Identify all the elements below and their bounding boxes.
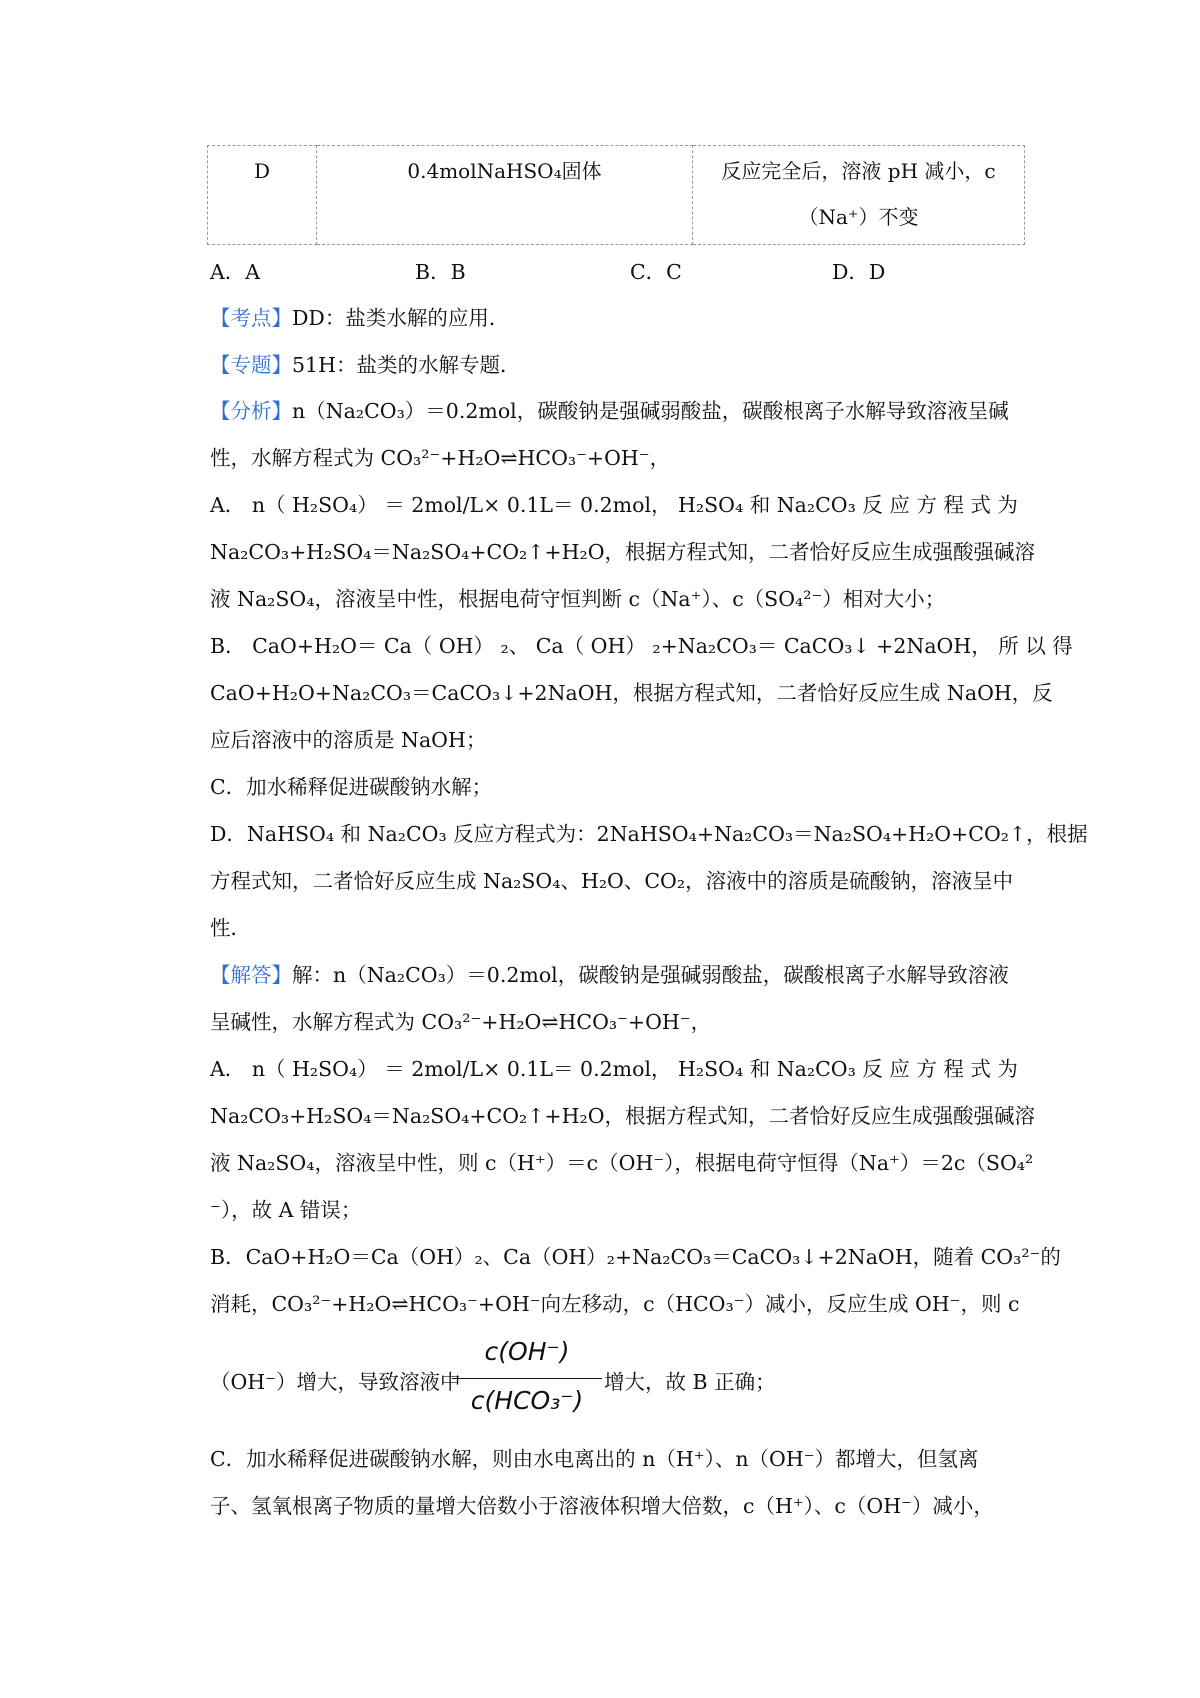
fenxi-line: 液 Na₂SO₄，溶液呈中性，根据电荷守恒判断 c（Na⁺）、c（SO₄²⁻）相对大小；: [210, 587, 946, 611]
fraction-bar: [452, 1378, 602, 1379]
table-cell-label: D: [208, 146, 317, 245]
jieda-line: Na₂CO₃+H₂SO₄＝Na₂SO₄+CO₂↑+H₂O，根据方程式知，二者恰好反应生成强酸强碱溶: [210, 1104, 1036, 1128]
table-row: [208, 146, 1025, 245]
jieda-line: 增大，故 B 正确；: [604, 1370, 776, 1394]
fenxi-tag: 【分析】: [210, 399, 292, 423]
jieda-line: 液 Na₂SO₄，溶液呈中性，则 c（H⁺）＝c（OH⁻），根据电荷守恒得（Na⁺）＝2c（SO₄²: [210, 1151, 1034, 1175]
fenxi-line: C．加水稀释促进碳酸钠水解；: [210, 775, 493, 799]
jieda-line: 呈碱性，水解方程式为 CO₃²⁻+H₂O⇌HCO₃⁻+OH⁻，: [210, 1010, 712, 1034]
option-table: [207, 145, 1025, 245]
table-cell-result: 反应完全后，溶液 pH 减小，c （Na⁺）不变: [693, 146, 1025, 245]
choice-b: B．B: [415, 260, 466, 284]
jieda-line: （OH⁻）增大，导致溶液中: [210, 1370, 461, 1394]
zhuanti-tag: 【专题】: [210, 353, 292, 377]
zhuanti-line: 【专题】51H：盐类的水解专题．: [210, 353, 521, 377]
jieda-line: A． n（ H₂SO₄） ＝ 2mol/L× 0.1L＝ 0.2mol， H₂SO₄ 和 Na₂CO₃ 反 应 方 程 式 为: [210, 1057, 1018, 1081]
jieda-line: 【解答】解：n（Na₂CO₃）＝0.2mol，碳酸钠是强碱弱酸盐，碳酸根离子水解导致溶液: [210, 963, 1009, 987]
jieda-line: B．CaO+H₂O＝Ca（OH）₂、Ca（OH）₂+Na₂CO₃＝CaCO₃↓+2NaOH，随着 CO₃²⁻的: [210, 1245, 1061, 1269]
kaodian-tag: 【考点】: [210, 306, 292, 330]
kaodian-line: 【考点】DD：盐类水解的应用．: [210, 306, 510, 330]
fenxi-line: 性．: [210, 916, 251, 940]
fenxi-line: Na₂CO₃+H₂SO₄＝Na₂SO₄+CO₂↑+H₂O，根据方程式知，二者恰好反应生成强酸强碱溶: [210, 540, 1036, 564]
choice-c: C．C: [630, 260, 682, 284]
table-cell-reagent: 0.4molNaHSO₄固体: [317, 146, 693, 245]
fenxi-line: 应后溶液中的溶质是 NaOH；: [210, 728, 487, 752]
fraction-numerator: c(OH⁻): [484, 1337, 570, 1366]
concentration-ratio-fraction: [452, 1337, 602, 1419]
jieda-line: 消耗，CO₃²⁻+H₂O⇌HCO₃⁻+OH⁻向左移动，c（HCO₃⁻）减小，反应生成 OH⁻，则 c: [210, 1292, 1020, 1316]
jieda-line: 子、氢氧根离子物质的量增大倍数小于溶液体积增大倍数，c（H⁺）、c（OH⁻）减小，: [210, 1494, 994, 1518]
fraction-denominator: c(HCO₃⁻): [470, 1386, 584, 1415]
jieda-tag: 【解答】: [210, 963, 292, 987]
fenxi-line: A． n（ H₂SO₄） ＝ 2mol/L× 0.1L＝ 0.2mol， H₂SO₄ 和 Na₂CO₃ 反 应 方 程 式 为: [210, 493, 1018, 517]
fenxi-line: 性，水解方程式为 CO₃²⁻+H₂O⇌HCO₃⁻+OH⁻，: [210, 446, 671, 470]
fenxi-line: D．NaHSO₄ 和 Na₂CO₃ 反应方程式为：2NaHSO₄+Na₂CO₃＝Na₂SO₄+H₂O+CO₂↑，根据: [210, 822, 1088, 846]
fenxi-line: 【分析】n（Na₂CO₃）＝0.2mol，碳酸钠是强碱弱酸盐，碳酸根离子水解导致溶液呈碱: [210, 399, 1009, 423]
fenxi-line: 方程式知，二者恰好反应生成 Na₂SO₄、H₂O、CO₂，溶液中的溶质是硫酸钠，溶液呈中: [210, 869, 1014, 893]
fenxi-line: CaO+H₂O+Na₂CO₃＝CaCO₃↓+2NaOH，根据方程式知，二者恰好反应生成 NaOH，反: [210, 681, 1053, 705]
jieda-line: C．加水稀释促进碳酸钠水解，则由水电离出的 n（H⁺）、n（OH⁻）都增大，但氢离: [210, 1447, 979, 1471]
jieda-line: ⁻），故 A 错误；: [210, 1198, 362, 1222]
choice-d: D．D: [832, 260, 886, 284]
fenxi-line: B． CaO+H₂O＝ Ca（ OH） ₂、 Ca（ OH） ₂+Na₂CO₃＝ CaCO₃↓ +2NaOH， 所 以 得: [210, 634, 1073, 658]
choice-a: A．A: [210, 260, 261, 284]
